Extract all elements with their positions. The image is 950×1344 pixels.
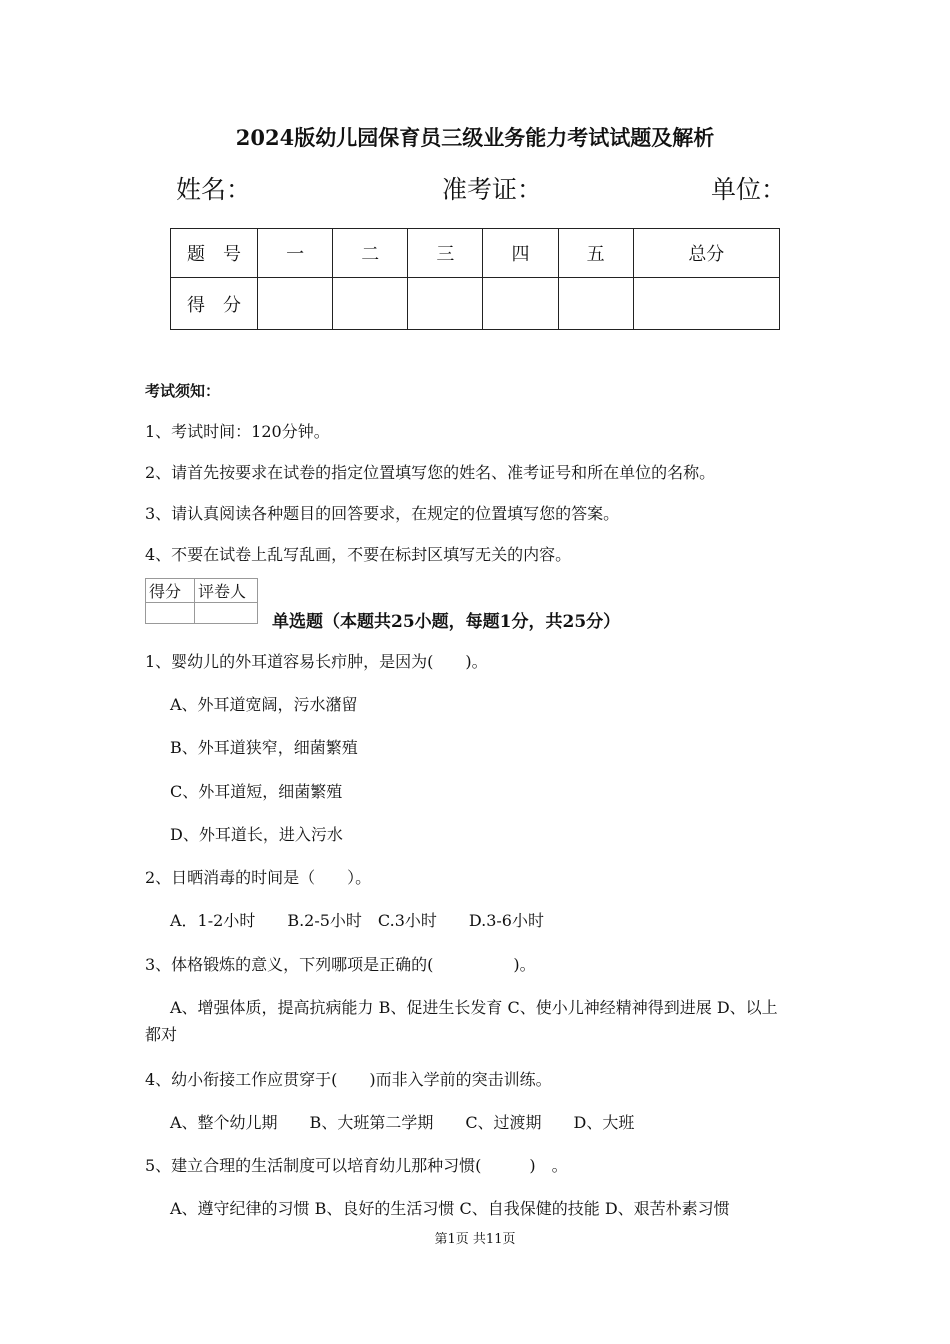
- score-input-cell[interactable]: [258, 278, 333, 330]
- grader-reviewer-cell[interactable]: [195, 603, 258, 624]
- option-text: A．1-2小时 B.2-5小时 C.3小时 D.3-6小时: [170, 911, 544, 930]
- option-text: A、外耳道宽阔，污水潴留: [170, 695, 358, 714]
- score-header-cell: 二: [333, 229, 408, 278]
- option-text: A、增强体质，提高抗病能力 B、促进生长发育 C、使小儿神经精神得到进展 D、以上: [170, 998, 778, 1017]
- score-header-cell: 题 号: [171, 229, 258, 278]
- option-text-continued: 都对: [145, 1025, 178, 1044]
- score-row-label: 得 分: [171, 278, 258, 330]
- grader-score-label: 得分: [146, 579, 195, 603]
- grader-reviewer-label: 评卷人: [195, 579, 258, 603]
- score-input-cell[interactable]: [633, 278, 779, 330]
- notice-item: 2、请首先按要求在试卷的指定位置填写您的姓名、准考证号和所在单位的名称。: [145, 463, 716, 482]
- notice-item: 3、请认真阅读各种题目的回答要求，在规定的位置填写您的答案。: [145, 504, 620, 523]
- page-title: 2024版幼儿园保育员三级业务能力考试试题及解析: [235, 125, 715, 150]
- question-text: 2、日晒消毒的时间是（ ）。: [145, 868, 372, 887]
- score-input-cell[interactable]: [558, 278, 633, 330]
- score-header-cell: 三: [408, 229, 483, 278]
- question-text: 1、婴幼儿的外耳道容易长疖肿，是因为( )。: [145, 652, 488, 671]
- notice-item: 4、不要在试卷上乱写乱画，不要在标封区填写无关的内容。: [145, 545, 572, 564]
- score-table-score-row: [171, 278, 780, 330]
- score-input-cell[interactable]: [483, 278, 558, 330]
- score-header-cell: 五: [558, 229, 633, 278]
- name-label: 姓名：: [176, 175, 252, 204]
- question-text: 5、建立合理的生活制度可以培育幼儿那种习惯( ) 。: [145, 1156, 568, 1175]
- question-text: 3、体格锻炼的意义，下列哪项是正确的( )。: [145, 955, 536, 974]
- score-table: [170, 228, 780, 330]
- section-title: 单选题（本题共25小题，每题1分，共25分）: [272, 612, 621, 632]
- option-text: A、遵守纪律的习惯 B、良好的生活习惯 C、自我保健的技能 D、艰苦朴素习惯: [170, 1199, 730, 1218]
- score-header-cell: 四: [483, 229, 558, 278]
- page-footer: 第1页 共11页: [434, 1232, 516, 1247]
- option-text: D、外耳道长，进入污水: [170, 825, 343, 844]
- ticket-label: 准考证：: [442, 175, 543, 204]
- option-text: C、外耳道短，细菌繁殖: [170, 782, 343, 801]
- score-header-cell: 一: [258, 229, 333, 278]
- option-text: B、外耳道狭窄，细菌繁殖: [170, 738, 358, 757]
- score-table-header-row: [171, 229, 780, 278]
- score-header-cell: 总分: [633, 229, 779, 278]
- question-text: 4、幼小衔接工作应贯穿于( )而非入学前的突击训练。: [145, 1070, 552, 1089]
- option-text: A、整个幼儿期 B、大班第二学期 C、过渡期 D、大班: [170, 1113, 635, 1132]
- notice-item: 1、考试时间：120分钟。: [145, 422, 330, 441]
- grader-box: [145, 578, 258, 624]
- unit-label: 单位：: [711, 175, 787, 204]
- notice-title: 考试须知：: [145, 382, 221, 400]
- score-input-cell[interactable]: [408, 278, 483, 330]
- grader-score-cell[interactable]: [146, 603, 195, 624]
- score-input-cell[interactable]: [333, 278, 408, 330]
